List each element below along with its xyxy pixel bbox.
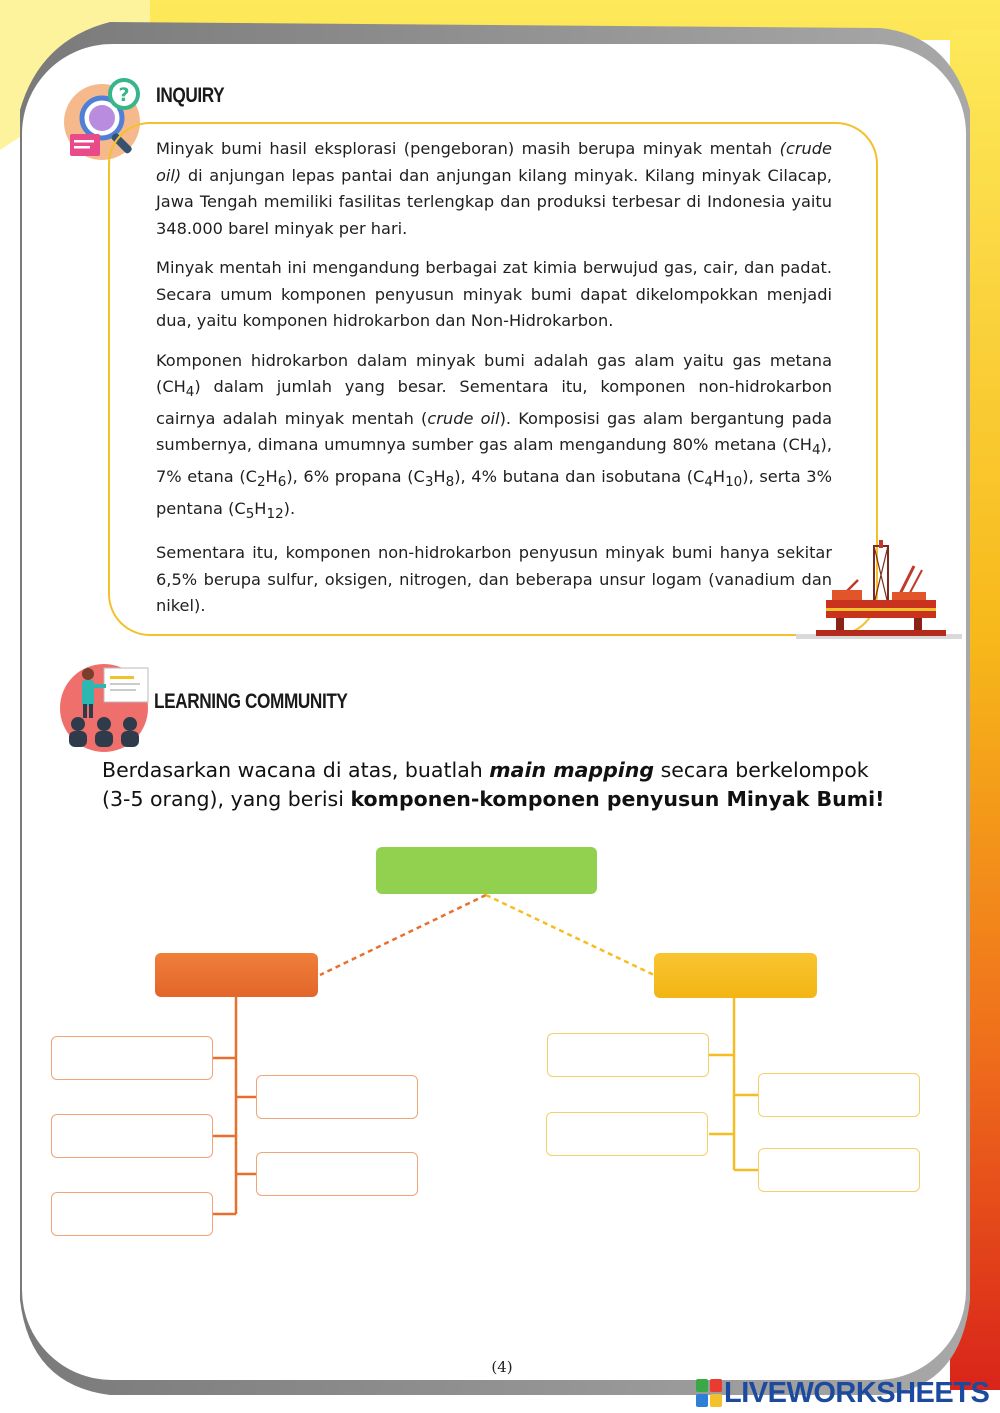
inquiry-passage [156,136,832,633]
left-leaf-box-1[interactable] [51,1036,213,1080]
presentation-group-icon [58,658,152,752]
learning-community-instruction: Berdasarkan wacana di atas, buatlah main mapping secara berkelompok (3-5 orang), yang berisi komponen-komponen penyusun Minyak Bumi! [102,758,885,811]
right-leaf-box-2[interactable] [546,1112,708,1156]
page-number: (4) [491,1358,513,1376]
mind-map-right-branch-box[interactable] [654,953,817,998]
right-leaf-box-1[interactable] [547,1033,709,1077]
mind-map-left-branch-box[interactable] [155,953,318,997]
inquiry-title: INQUIRY [156,84,225,107]
left-leaf-box-5[interactable] [256,1152,418,1196]
mind-map-root-box[interactable] [376,847,597,894]
inquiry-paragraph-4: Sementara itu, komponen non-hidrokarbon penyusun minyak bumi hanya sekitar 6,5% berupa sulfur, oksigen, nitrogen, dan beberapa unsur logam (vanadium dan nikel). [156,543,832,616]
left-leaf-box-3[interactable] [51,1192,213,1236]
right-leaf-box-4[interactable] [758,1148,920,1192]
liveworksheets-logo-icon [696,1379,722,1407]
oil-rig-icon [796,540,962,644]
left-leaf-box-2[interactable] [51,1114,213,1158]
learning-community-title: LEARNING COMMUNITY [154,690,348,713]
right-leaf-box-3[interactable] [758,1073,920,1117]
inquiry-paragraph-3: Komponen hidrokarbon dalam minyak bumi adalah gas alam yaitu gas metana $(CH_4)$ dalam jumlah yang besar. Sementara itu, komponen non-hidrokarbon cairnya adalah minyak mentah (crude oil). Komposisi gas alam bergantung pada sumbernya, dimana umumnya sumber gas alam mengandung 80% metana $(CH_4)$, 7% etana $(C_2H_6)$, 6% propana $(C_3H_8)$, 4% butana dan isobutana $(C_4H_{10})$, serta 3% pentana $(C_5H_{12})$. [156,350,833,522]
liveworksheets-wordmark: LIVEWORKSHEETS [724,1376,990,1409]
left-leaf-box-4[interactable] [256,1075,418,1119]
liveworksheets-brand[interactable] [696,1377,989,1409]
inquiry-paragraph-2: Minyak mentah ini mengandung berbagai zat kimia berwujud gas, cair, dan padat. Secara umum komponen penyusun minyak bumi dapat dikelompokkan menjadi dua, yaitu komponen hidrokarbon dan Non-Hidrokarbon. [156,258,832,330]
svg-text:?: ? [118,84,130,106]
inquiry-paragraph-1: Minyak bumi hasil eksplorasi (pengeboran) masih berupa minyak mentah (crude oil) di anjungan lepas pantai dan anjungan kilang minyak. Kilang minyak Cilacap, Jawa Tengah memiliki fasilitas terlengkap dan produksi terbesar di Indonesia yaitu 348.000 barel minyak per hari. [156,139,832,238]
